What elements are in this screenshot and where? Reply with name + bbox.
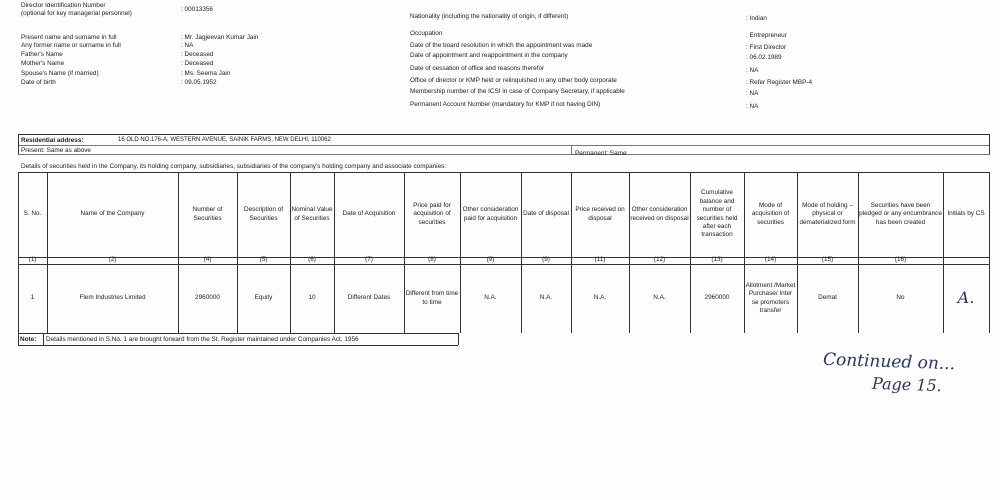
column-header: Name of the Company bbox=[80, 210, 145, 218]
director-field-value: : Mr. Jagjeevan Kumar Jain bbox=[181, 34, 259, 41]
initials-signature: A. bbox=[957, 288, 975, 308]
director-field-value: : First Director bbox=[746, 44, 787, 51]
director-field-value: : Indian bbox=[746, 15, 767, 22]
table-cell: Equity bbox=[254, 294, 273, 302]
column-header: Date of Acquisition bbox=[342, 210, 396, 218]
column-number: (4) bbox=[203, 256, 212, 264]
column-number: (1) bbox=[28, 256, 37, 264]
director-field-value: : 06.02.1989 bbox=[746, 54, 782, 61]
director-field-label: Father's Name bbox=[21, 51, 63, 58]
director-field-label: Present name and surname in full bbox=[21, 34, 117, 41]
director-field-value: : Deceased bbox=[181, 60, 214, 67]
director-field-label: Director Identification Number (optional for key managerial personnel) bbox=[21, 2, 132, 17]
residential-address-value: 16 OLD NO.176-A, WESTERN AVENUE, SAINIK FARMS, NEW DELHI, 110062 bbox=[118, 137, 331, 143]
note-text: Details mentioned in S.No. 1 are brought forward from the St. Register maintained under Companies Act, 1956 bbox=[46, 336, 359, 343]
director-field-value: : Refer Register MBP-4 bbox=[746, 79, 813, 86]
table-cell: N.A. bbox=[484, 294, 497, 302]
table-cell: Different Dates bbox=[347, 294, 391, 302]
director-field-label: Spouse's Name (if married) bbox=[21, 70, 99, 77]
director-field-value: : NA bbox=[746, 67, 759, 74]
column-number: (12) bbox=[653, 256, 666, 264]
column-header: Description of Securities bbox=[243, 206, 284, 222]
present-address: Present: Same as above bbox=[21, 146, 91, 154]
director-field-value: : NA bbox=[746, 103, 759, 110]
handwritten-page: Page 15. bbox=[871, 373, 943, 396]
director-field-value: : Deceased bbox=[181, 51, 214, 58]
table-cell: N.A. bbox=[593, 294, 607, 302]
column-number bbox=[944, 257, 988, 264]
column-header: Mode of holding – physical or dematerialized form bbox=[799, 201, 856, 226]
handwritten-continued: Continued on... bbox=[822, 349, 956, 375]
director-field-label: Office of director or KMP held or relinquished in any other body corporate bbox=[410, 77, 617, 84]
column-header: Other consideration paid for acquisition bbox=[462, 206, 519, 222]
column-header: Price received on disposal bbox=[575, 206, 625, 222]
director-field-label: Permanent Account Number (mandatory for KMP if not having DIN) bbox=[410, 101, 601, 108]
column-header: Other consideration received on disposal bbox=[630, 206, 689, 222]
column-number: (9) bbox=[542, 256, 550, 264]
column-number: (14) bbox=[764, 256, 777, 264]
permanent-address: Permanent: Same bbox=[575, 150, 627, 157]
note-label: Note: bbox=[20, 336, 37, 343]
table-cell: Allotment /Market Purchase/ Inter se promoters transfer bbox=[745, 281, 796, 314]
column-number: (6) bbox=[308, 256, 316, 264]
director-field-label: Date of cessation of office and reasons therefor bbox=[410, 65, 545, 72]
column-number: (5) bbox=[259, 256, 268, 264]
table-cell: No bbox=[896, 294, 905, 302]
securities-heading: Details of securities held in the Company, its holding company, subsidiaries, subsidiaries of the company's holding company and associate companies: bbox=[21, 163, 447, 170]
director-field-value: : Ms. Seema Jain bbox=[181, 70, 231, 77]
column-number: (9) bbox=[486, 256, 495, 264]
table-cell: 10 bbox=[308, 294, 316, 302]
table-cell: 1 bbox=[30, 294, 35, 302]
column-header: S. No. bbox=[23, 210, 42, 218]
column-header: Price paid for acquisition of securities bbox=[413, 201, 451, 226]
director-field-label: Nationality (including the nationality of origin, if different) bbox=[410, 13, 569, 20]
column-number: (16) bbox=[894, 256, 907, 264]
column-number: (2) bbox=[108, 256, 117, 264]
column-header: Date of disposal bbox=[523, 210, 569, 218]
table-cell: Flem Industries Limited bbox=[79, 294, 146, 302]
director-field-value: : 09.05.1952 bbox=[181, 79, 217, 86]
director-field-label: Any former name or surname in full bbox=[21, 42, 121, 49]
director-field-label: Membership number of the ICSI in case of Company Secretary, if applicable bbox=[410, 88, 625, 95]
column-header: Securities have been pledged or any encumbrance has been created bbox=[859, 201, 942, 226]
director-field-value: : NA bbox=[181, 42, 194, 49]
column-header: Cumulative balance and number of securities held after each transaction bbox=[696, 189, 738, 239]
column-header: Nominal Value of Securities bbox=[291, 206, 333, 222]
column-header: Mode of acquisition of securities bbox=[751, 201, 790, 226]
table-cell: N.A. bbox=[539, 294, 553, 302]
director-field-label: Mother's Name bbox=[21, 60, 65, 67]
director-field-value: : Entrepreneur bbox=[746, 32, 787, 39]
table-cell: Different from time to time bbox=[405, 290, 459, 306]
table-cell: Demat bbox=[818, 294, 837, 302]
director-field-label: Date of appointment and reappointment in the company bbox=[410, 52, 568, 59]
column-number: (11) bbox=[594, 256, 606, 264]
table-cell: 2960000 bbox=[704, 294, 730, 302]
director-field-label: Date of the board resolution in which the appointment was made bbox=[410, 42, 593, 49]
residential-address-label: Residential address: bbox=[21, 137, 84, 144]
column-header: Initials by CS bbox=[947, 210, 985, 218]
director-field-value: : 00013356 bbox=[181, 6, 213, 13]
column-number: (7) bbox=[365, 256, 373, 264]
column-header: Number of Securities bbox=[192, 206, 223, 222]
director-field-label: Occupation bbox=[410, 30, 443, 37]
column-number: (13) bbox=[711, 256, 723, 264]
director-field-value: : NA bbox=[746, 90, 759, 97]
table-cell: 2960000 bbox=[195, 294, 220, 302]
column-number: (8) bbox=[428, 256, 436, 264]
column-number: (15) bbox=[821, 256, 834, 264]
director-field-label: Date of birth bbox=[21, 79, 56, 86]
table-cell: N.A. bbox=[653, 294, 666, 302]
